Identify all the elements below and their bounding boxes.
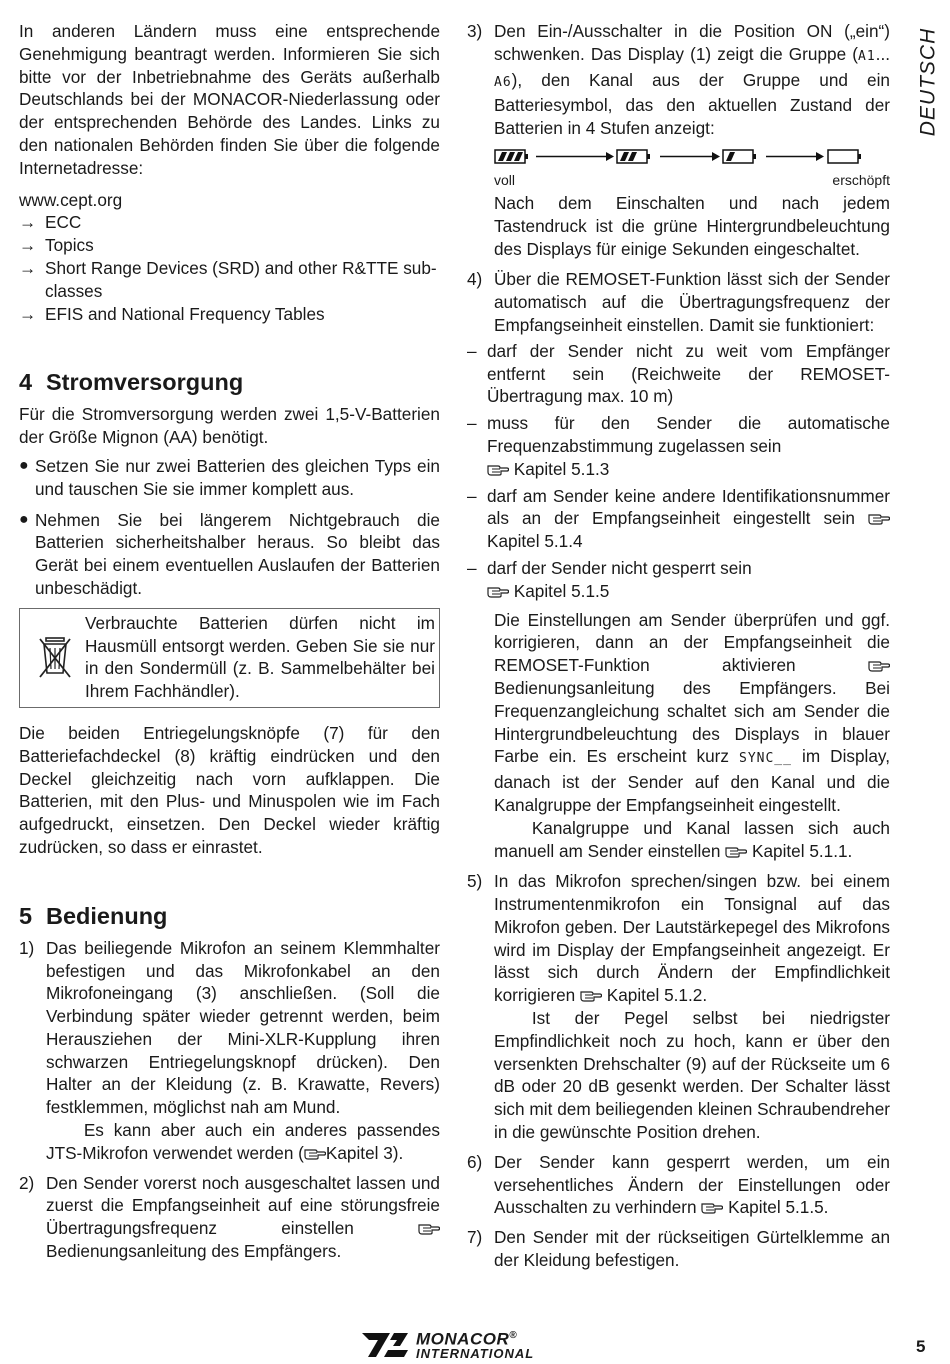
hand-pointer-icon: [701, 1201, 723, 1214]
list-item: – darf am Sender keine andere Identifikationsnummer als an der Empfangseinheit eingestellt sein Kapitel 5.1.4: [467, 485, 890, 552]
hand-pointer-icon: [580, 989, 602, 1002]
hand-pointer-icon: [868, 512, 890, 525]
page-number: 5: [916, 1337, 926, 1356]
list-item: 7) Den Sender mit der rückseitigen Gürtelklemme an der Kleidung befestigen.: [467, 1227, 890, 1271]
list-item: 6) Der Sender kann gesperrt werden, um ein versehentliches Ändern der Einstellungen oder Ausschalten zu verhindern Kapitel 5.1.5.: [467, 1151, 890, 1218]
battery-two-thirds-icon: [617, 150, 650, 163]
remoset-paragraphs: Die Einstellungen am Sender überprüfen und ggf. korrigieren, dann an der Empfangseinheit die REMOSET-Funktion aktivieren Bedienungsanleitung des Empfängers. Bei Frequenzangleichung schaltet sich am Sender die Hintergrundbeleuchtung des Displays in blauer Farbe ein. Es erscheint kurz SYNC__ im Display, danach ist der Sender auf den Kanal und die Kanalgruppe der Empfangseinheit eingestellt. Kanalgruppe und Kanal lassen sich auch manuell am Sender einstellen Kapitel 5.1.1.: [494, 609, 891, 861]
display-group-end: A6: [494, 74, 512, 90]
battery-empty-label: erschöpft: [832, 171, 890, 188]
hand-pointer-icon: [487, 585, 509, 598]
battery-full-label: voll: [494, 171, 516, 188]
arrow-icon: →: [19, 257, 37, 278]
backlight-paragraph: Nach dem Einschalten und nach jedem Tastendruck ist die grüne Hintergrundbeleuchtung des Displays für einige Sekunden eingeschaltet.: [494, 192, 890, 259]
list-item: → Topics: [19, 235, 94, 256]
list-item: – darf der Sender nicht gesperrt sein Kapitel 5.1.5: [467, 557, 752, 601]
list-item: → ECC: [19, 212, 82, 233]
list-item: 4) Über die REMOSET-Funktion lässt sich der Sender automatisch auf die Übertragungsfrequenz der Empfangseinheit einstellen. Damit sie funktioniert:: [467, 269, 890, 335]
crossed-bin-icon: [24, 612, 85, 703]
arrow-icon: →: [19, 303, 37, 324]
arrow-icon: →: [19, 235, 37, 256]
list-item: 3) Den Ein-/Ausschalter in die Position ON („ein“) schwenken. Das Display (1) zeigt die Gruppe (A1... A6), den Kanal aus der Gruppe und ein Batteriesymbol, das den aktuellen Zustand der Batterien in 4 Stufen anzeigt:: [467, 21, 890, 139]
battery-compartment-paragraph: Die beiden Entriegelungsknöpfe (7) für den Batteriefachdeckel (8) kräftig eindrücken und den Deckel gleichzeitig nach vorn aufklappen. Die Batterien, mit den Plus- und Minuspolen wie im Fach aufgedruckt, einsetzen. Den Deckel wieder kräftig zudrücken, so dass er einrastet.: [19, 722, 440, 857]
arrow-icon: [536, 152, 614, 161]
list-item: – muss für den Sender die automatische Frequenzabstimmung zugelassen sein Kapitel 5.1.3: [467, 413, 890, 479]
list-item: ● Nehmen Sie bei längerem Nichtgebrauch die Batterien sicherheitshalber heraus. So bleibt das Gerät bei einem eventuellen Auslaufen der Batterien unbeschädigt.: [19, 509, 440, 598]
list-item: → EFIS and National Frequency Tables: [19, 303, 325, 324]
section-4-intro: Für die Stromversorgung werden zwei 1,5-V-Batterien der Größe Mignon (AA) benötigt.: [19, 404, 440, 448]
display-group-start: A1: [858, 48, 876, 64]
language-tab: DEUTSCH: [916, 27, 940, 137]
left-column: [19, 20, 440, 1270]
battery-level-diagram: [494, 146, 890, 168]
hand-pointer-icon: [725, 845, 747, 858]
battery-disposal-note: Verbrauchte Batterien dürfen nicht im Hausmüll entsorgt werden. Geben Sie sie nur in den Sondermüll (z. B. Sammelbehälter bei Ihrem Fachhändler).: [19, 608, 440, 708]
section-4-heading: 4 Stromversorgung: [19, 369, 244, 396]
cept-url: www.cept.org: [19, 189, 123, 210]
battery-empty-icon: [828, 150, 861, 163]
battery-labels: [494, 170, 890, 190]
list-item: 1) Das beiliegende Mikrofon an seinem Klemmhalter befestigen und das Mikrofonkabel an den Mikrofoneingang (3) anschließen. (Soll die Verbindung später wieder getrennt werden, beim Herausziehen der Mini-XLR-Kupplung ihren schwarzen Entriegelungsknopf drücken). Den Halter an der Kleidung (z. B. Krawatte, Revers) festklemmen, möglichst nah am Mund. Es kann aber auch ein anderes passendes JTS-Mikrofon verwendet werden ( Kapitel 3).: [19, 937, 440, 1163]
list-item: – darf der Sender nicht zu weit vom Empfänger entfernt sein (Reichweite der REMOSET-Übertragung max. 10 m): [467, 340, 890, 407]
right-column: [467, 20, 890, 1279]
arrow-icon: [660, 152, 720, 161]
monacor-logo-icon: [360, 1331, 412, 1359]
display-sync-text: SYNC__: [739, 751, 792, 767]
section-5-heading: 5 Bedienung: [19, 902, 168, 929]
arrow-icon: →: [19, 212, 37, 233]
list-item: 5) In das Mikrofon sprechen/singen bzw. bei einem Instrumentenmikrofon ein Tonsignal auf das Mikrofon geben. Der Lautstärkepegel des Mikrofons wird im Display der Empfangseinheit angezeigt. Er lässt sich durch Ändern der Empfindlichkeit korrigieren Kapitel 5.1.2. Ist der Pegel selbst bei niedrigster Empfindlichkeit noch zu hoch, kann er über den versenkten Drehschalter (9) auf der Rückseite um 6 dB oder 20 dB gesenkt werden. Der Schalter lässt sich mit dem beiliegenden kleinen Schraubendreher in die gewünschte Position drehen.: [467, 871, 890, 1143]
battery-full-icon: [495, 150, 528, 163]
list-item: → Short Range Devices (SRD) and other R&TTE sub-classes: [19, 257, 437, 301]
arrow-icon: [766, 152, 824, 161]
brand-subtitle: INTERNATIONAL: [416, 1345, 535, 1361]
list-item: ● Setzen Sie nur zwei Batterien des gleichen Typs ein und tauschen Sie sie immer komplett aus.: [19, 455, 440, 499]
intro-paragraph: In anderen Ländern muss eine entsprechende Genehmigung beantragt werden. Informieren Sie sich bitte vor der Inbetriebnahme des Geräts außerhalb Deutschlands bei der MONACOR-Niederlassung oder der entsprechenden Behörde des Landes. Links zu den nationalen Behörden finden Sie über die folgende Internetadresse:: [19, 21, 440, 178]
hand-pointer-icon: [868, 659, 890, 672]
brand-name: MONACOR: [416, 1329, 510, 1349]
bullet-icon: ●: [19, 510, 29, 528]
bullet-icon: ●: [19, 456, 29, 474]
footer-logo: MONACOR® INTERNATIONAL: [360, 1330, 560, 1360]
battery-one-third-icon: [723, 150, 756, 163]
list-item: 2) Den Sender vorerst noch ausgeschaltet lassen und zuerst die Empfangseinheit auf eine störungsfreie Übertragungsfrequenz einstellen Bedienungsanleitung des Empfängers.: [19, 1172, 440, 1262]
hand-pointer-icon: [487, 463, 509, 476]
link-list: [19, 211, 440, 325]
hand-pointer-icon: [304, 1147, 326, 1160]
hand-pointer-icon: [418, 1222, 440, 1235]
